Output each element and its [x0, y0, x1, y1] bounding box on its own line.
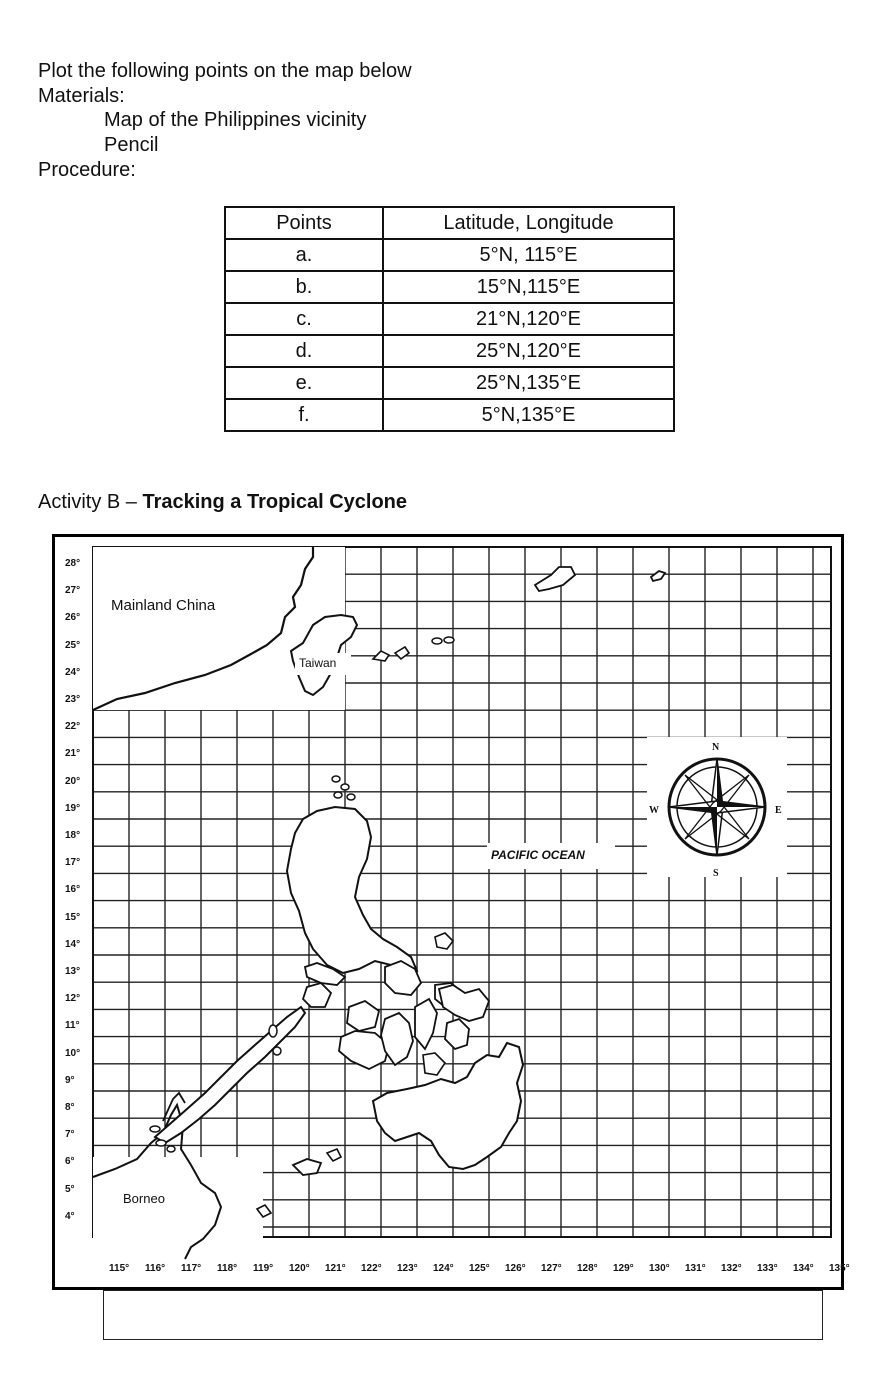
point-label: a.	[225, 239, 383, 271]
point-coordinates: 5°N, 115°E	[383, 239, 674, 271]
latitude-label: 5°	[65, 1183, 75, 1195]
longitude-label: 134°	[793, 1263, 814, 1274]
longitude-label: 133°	[757, 1263, 778, 1274]
longitude-label: 131°	[685, 1263, 706, 1274]
latitude-label: 10°	[65, 1047, 81, 1059]
label-mainland-china: Mainland China	[111, 597, 216, 614]
label-pacific-ocean: PACIFIC OCEAN	[491, 848, 585, 862]
activity-prefix: Activity B –	[38, 491, 143, 513]
latitude-label: 17°	[65, 857, 81, 869]
point-coordinates: 25°N,135°E	[383, 367, 674, 399]
point-coordinates: 21°N,120°E	[383, 303, 674, 335]
longitude-label: 116°	[145, 1263, 166, 1274]
activity-title: Tracking a Tropical Cyclone	[142, 491, 408, 513]
table-row	[225, 303, 674, 335]
longitude-label: 128°	[577, 1263, 598, 1274]
table-row	[225, 271, 674, 303]
latitude-label: 12°	[65, 993, 81, 1005]
table-row	[225, 239, 674, 271]
point-label: b.	[225, 271, 383, 303]
latitude-label: 8°	[65, 1102, 75, 1113]
latitude-label: 27°	[65, 585, 81, 597]
longitude-label: 130°	[649, 1263, 670, 1274]
table-row	[225, 367, 674, 399]
instruction-text: Plot the following points on the map below	[38, 60, 412, 82]
latitude-label: 25°	[65, 639, 81, 651]
longitude-label: 132°	[721, 1263, 742, 1274]
latitude-label: 15°	[65, 911, 81, 923]
latitude-label: 26°	[65, 612, 81, 624]
table-header-row	[225, 207, 674, 239]
material-item: Map of the Philippines vicinity	[104, 109, 367, 131]
procedure-label: Procedure:	[38, 159, 136, 181]
point-label: e.	[225, 367, 383, 399]
longitude-label: 127°	[541, 1263, 562, 1274]
point-coordinates: 25°N,120°E	[383, 335, 674, 367]
point-label: f.	[225, 399, 383, 431]
label-borneo: Borneo	[123, 1191, 165, 1206]
latitude-label: 28°	[65, 558, 81, 569]
latitude-label: 23°	[65, 694, 81, 705]
compass-rose	[647, 737, 787, 877]
philippines-grid-map[interactable]	[52, 534, 850, 1290]
latitude-label: 11°	[65, 1020, 80, 1032]
latitude-label: 6°	[65, 1156, 75, 1168]
latitude-label: 7°	[65, 1129, 75, 1141]
longitude-label: 125°	[469, 1263, 490, 1274]
table-row	[225, 335, 674, 367]
longitude-label: 115°	[109, 1263, 130, 1274]
point-label: d.	[225, 335, 383, 367]
longitude-label: 129°	[613, 1263, 634, 1274]
latitude-label: 19°	[65, 802, 81, 814]
longitude-label: 121°	[325, 1263, 346, 1274]
longitude-label: 135°	[829, 1263, 850, 1274]
latitude-label: 22°	[65, 721, 81, 733]
column-header-points: Points	[225, 207, 383, 239]
materials-label: Materials:	[38, 85, 125, 107]
longitude-label: 126°	[505, 1263, 526, 1274]
latitude-label: 20°	[65, 775, 81, 787]
compass-label-w: W	[649, 805, 659, 816]
compass-label-n: N	[712, 742, 720, 753]
material-item: Pencil	[104, 134, 159, 156]
latitude-label: 14°	[65, 938, 81, 950]
activity-heading	[38, 490, 407, 514]
latitude-label: 9°	[65, 1074, 75, 1086]
longitude-label: 120°	[289, 1263, 310, 1274]
latitude-label: 4°	[65, 1210, 75, 1222]
points-table	[224, 206, 675, 432]
compass-label-s: S	[713, 868, 719, 879]
latitude-label: 13°	[65, 966, 81, 977]
answer-box[interactable]	[103, 1290, 823, 1340]
longitude-label: 122°	[361, 1263, 382, 1274]
luzon-island	[287, 807, 453, 985]
compass-label-e: E	[775, 805, 782, 816]
latitude-label: 16°	[65, 884, 81, 896]
table-row	[225, 399, 674, 431]
latitude-label: 21°	[65, 748, 81, 760]
mindanao-island	[257, 1043, 523, 1217]
longitude-label: 119°	[253, 1263, 274, 1274]
latitude-label: 18°	[65, 830, 81, 841]
point-coordinates: 15°N,115°E	[383, 271, 674, 303]
column-header-latlong: Latitude, Longitude	[383, 207, 674, 239]
map-canvas	[55, 537, 841, 1287]
point-label: c.	[225, 303, 383, 335]
latitude-label: 24°	[65, 666, 81, 678]
longitude-label: 118°	[217, 1263, 238, 1274]
label-taiwan: Taiwan	[299, 656, 337, 670]
palawan-island	[150, 1007, 305, 1152]
longitude-label: 124°	[433, 1263, 454, 1274]
point-coordinates: 5°N,135°E	[383, 399, 674, 431]
longitude-label: 117°	[181, 1263, 202, 1274]
longitude-label: 123°	[397, 1263, 418, 1274]
